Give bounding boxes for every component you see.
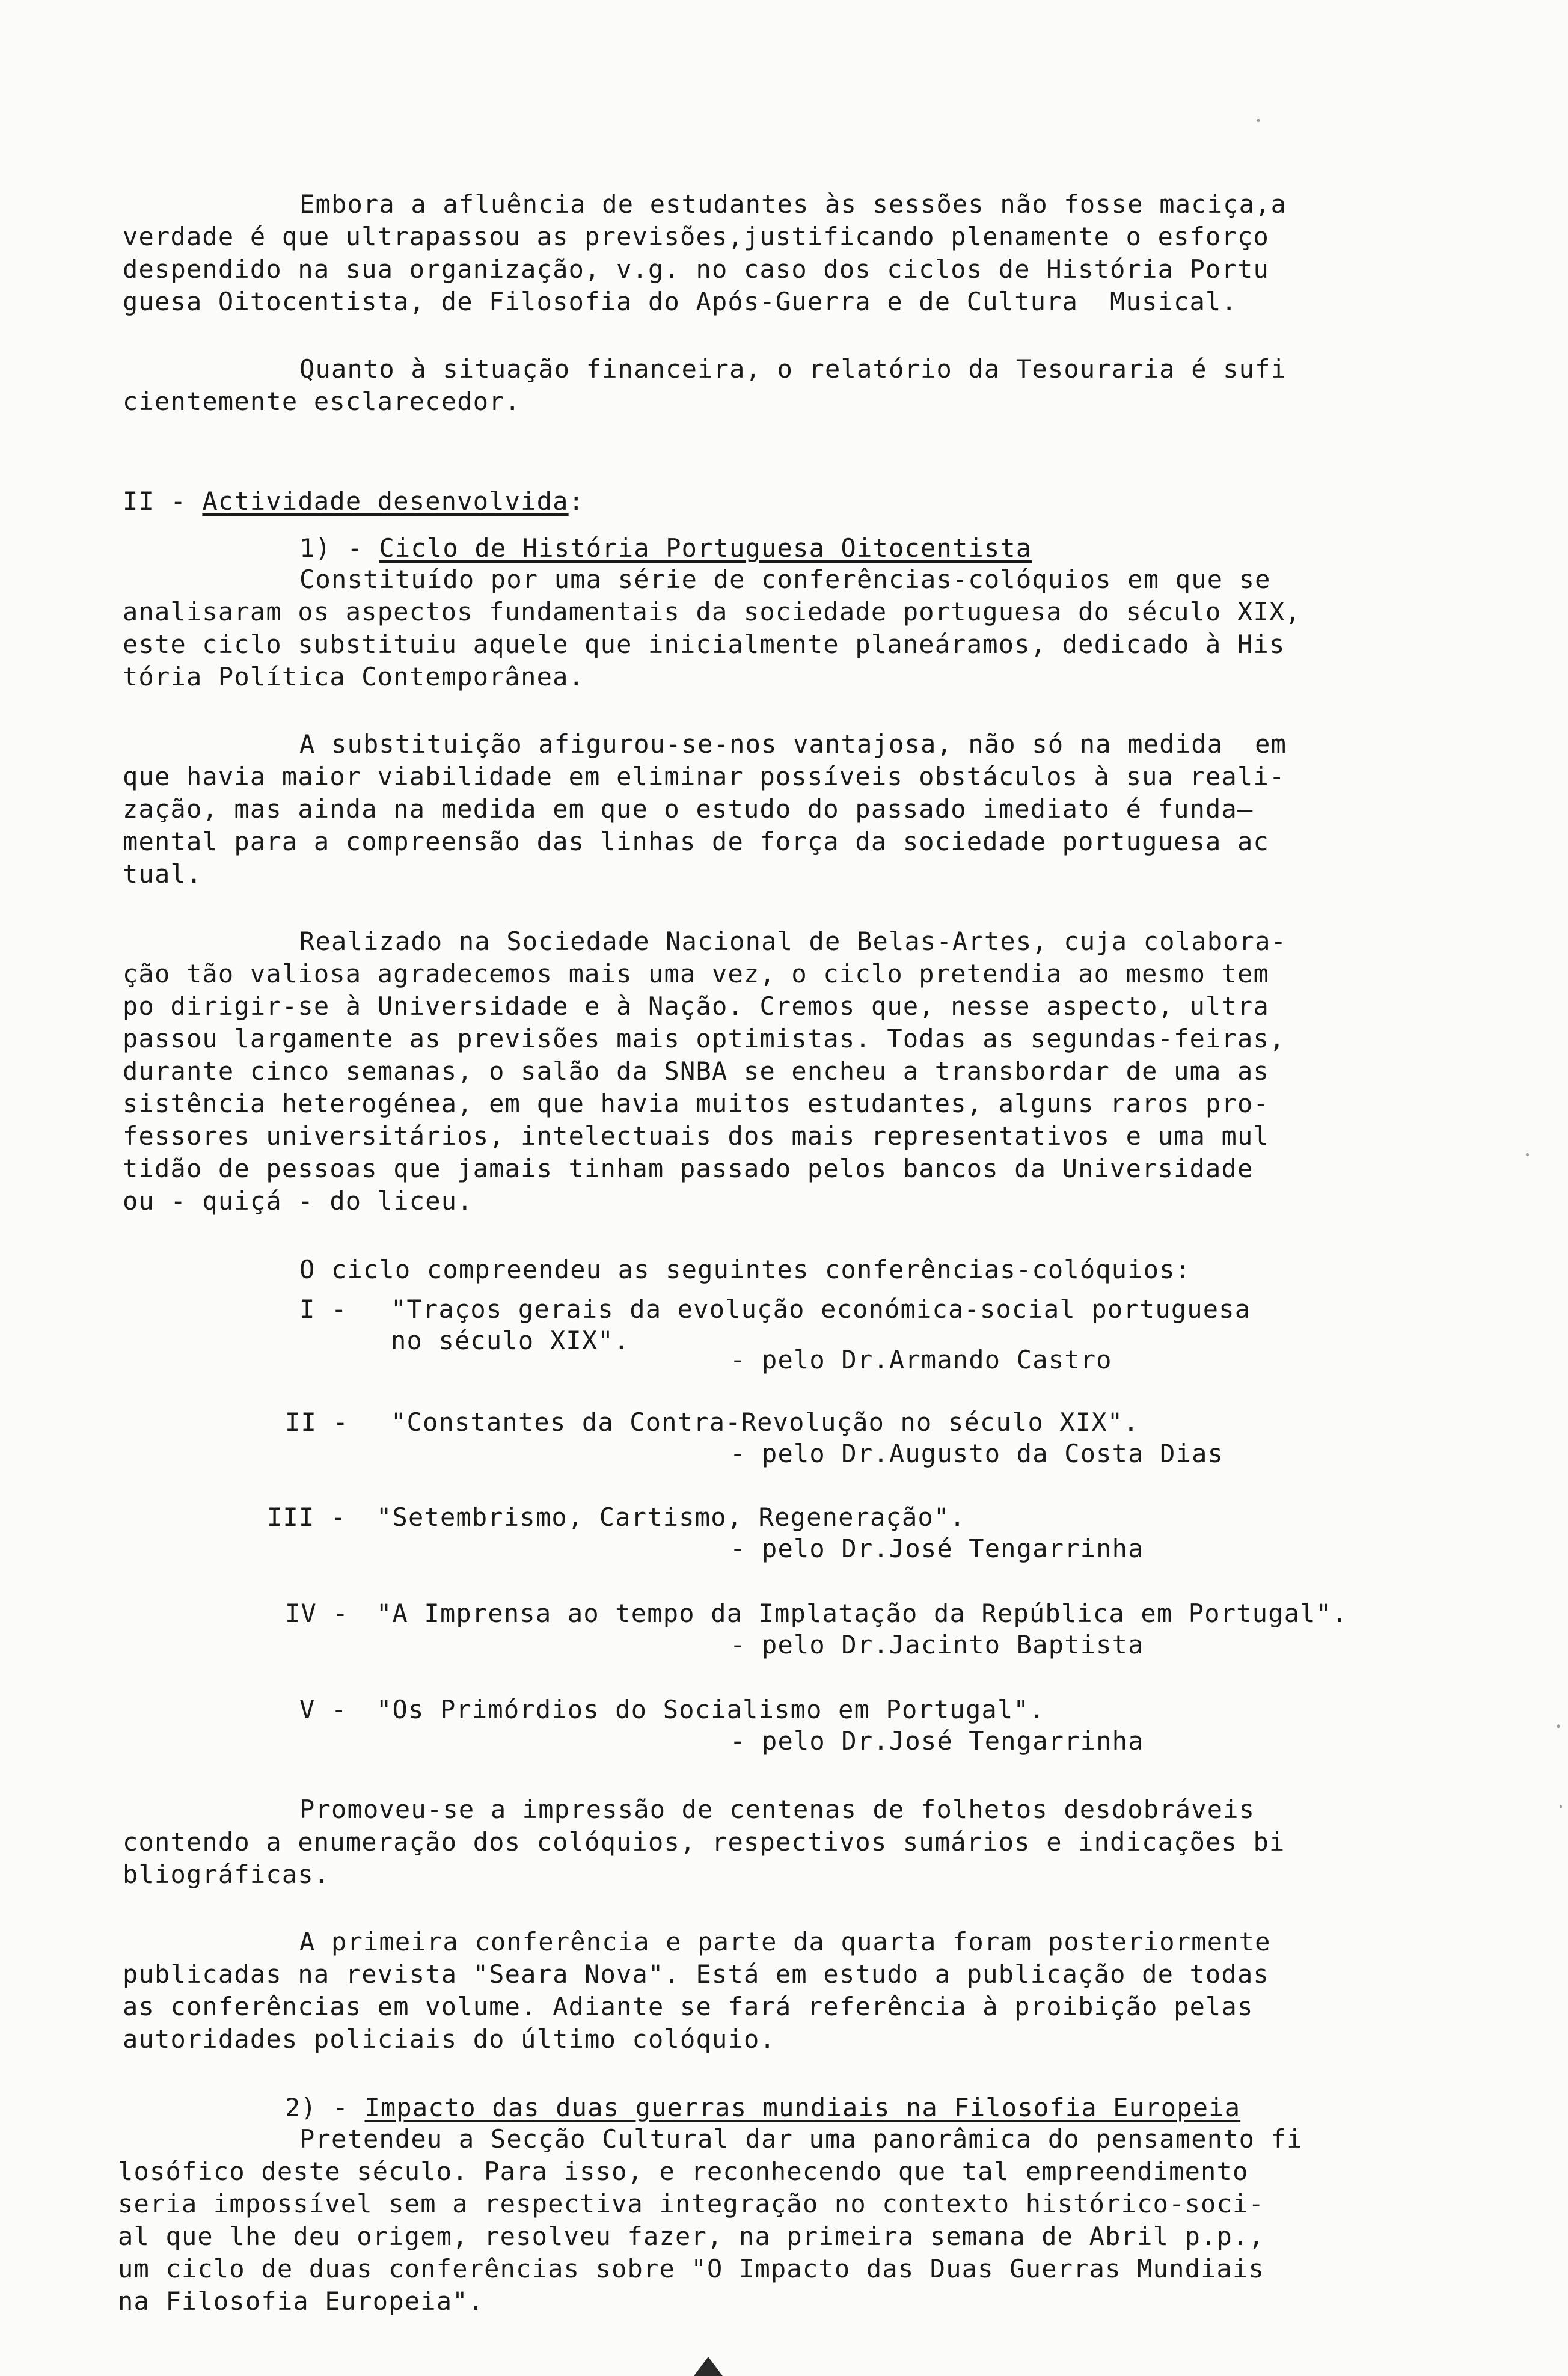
sub1-p2-line-4: mental para a compreensão das linhas de força da sociedade portuguesa ac (123, 827, 1270, 856)
sub1-p5-line-3: bliográficas. (123, 1860, 330, 1889)
intro-p1-line-3: despendido na sua organização, v.g. no caso dos ciclos de História Portu (123, 254, 1270, 284)
sub1-p3-line-6: sistência heterogénea, em que havia muitos estudantes, alguns raros pro- (123, 1089, 1270, 1118)
conference-4-speaker: - pelo Dr.Jacinto Baptista (730, 1630, 1144, 1659)
conference-4-title: "A Imprensa ao tempo da Implatação da República em Portugal". (376, 1599, 1348, 1628)
intro-p1-line-4: guesa Oitocentista, de Filosofia do Após-Guerra e de Cultura Musical. (123, 287, 1238, 316)
sub1-p6-line-2: publicadas na revista "Seara Nova". Está em estudo a publicação de todas (123, 1959, 1270, 1989)
conference-1-speaker: - pelo Dr.Armando Castro (730, 1345, 1112, 1374)
sub1-p2-line-1: A substituição afigurou-se-nos vantajosa, não só na medida em (299, 729, 1287, 759)
sub1-p2-line-2: que havia maior viabilidade em eliminar possíveis obstáculos à sua reali- (123, 762, 1285, 791)
sub2-p1-line-1: Pretendeu a Secção Cultural dar uma panorâmica do pensamento fi (299, 2124, 1303, 2154)
conference-5-speaker: - pelo Dr.José Tengarrinha (730, 1726, 1144, 1756)
scan-speck (1560, 1805, 1562, 1808)
sub1-p3-line-5: durante cinco semanas, o salão da SNBA se encheu a transbordar de uma as (123, 1056, 1270, 1086)
scan-speck (1557, 1724, 1560, 1728)
sub1-p6-line-1: A primeira conferência e parte da quarta foram posteriormente (299, 1927, 1271, 1956)
sub1-p2-line-3: zação, mas ainda na medida em que o estudo do passado imediato é funda— (123, 794, 1254, 824)
conference-5-number: V - (299, 1695, 363, 1724)
conference-2-speaker: - pelo Dr.Augusto da Costa Dias (730, 1439, 1224, 1468)
sub1-p5-line-1: Promoveu-se a impressão de centenas de folhetos desdobráveis (299, 1795, 1255, 1824)
conference-2-title: "Constantes da Contra-Revolução no século XIX". (391, 1407, 1139, 1437)
sub2-p1-line-6: na Filosofia Europeia". (118, 2286, 485, 2316)
section-heading-colon: : (568, 486, 585, 516)
sub1-p3-line-2: ção tão valiosa agradecemos mais uma vez, o ciclo pretendia ao mesmo tem (123, 959, 1270, 988)
section-heading (123, 486, 584, 517)
sub1-p3-line-7: fessores universitários, intelectuais dos mais representativos e uma mul (123, 1121, 1270, 1151)
intro-p1-line-1: Embora a afluência de estudantes às sessões não fosse maciça,a (299, 189, 1287, 219)
sub1-p3-line-8: tidão de pessoas que jamais tinham passado pelos bancos da Universidade (123, 1154, 1254, 1183)
sub1-p3-line-3: po dirigir-se à Universidade e à Nação. Cremos que, nesse aspecto, ultra (123, 991, 1270, 1021)
conference-3-speaker: - pelo Dr.José Tengarrinha (730, 1534, 1144, 1563)
sub2-p1-line-4: al que lhe deu origem, resolveu fazer, na primeira semana de Abril p.p., (118, 2221, 1265, 2251)
sub1-p3-line-4: passou largamente as previsões mais optimistas. Todas as segundas-feiras, (123, 1024, 1285, 1053)
subsection-2-heading (285, 2092, 1240, 2123)
section-heading-title: Actividade desenvolvida (202, 486, 569, 516)
conference-1-number: I - (299, 1294, 363, 1324)
section-heading-number: II - (123, 486, 203, 516)
sub2-p1-line-2: losófico deste século. Para isso, e reconhecendo que tal empreendimento (118, 2157, 1249, 2186)
sub1-p4-line: O ciclo compreendeu as seguintes conferências-colóquios: (299, 1255, 1192, 1284)
intro-p2-line-1: Quanto à situação financeira, o relatório da Tesouraria é sufi (299, 354, 1287, 384)
sub2-p1-line-3: seria impossível sem a respectiva integração no contexto histórico-soci- (118, 2189, 1265, 2218)
subsection-1-heading (299, 533, 1032, 564)
sub1-p2-line-5: tual. (123, 859, 203, 889)
sub1-p5-line-2: contendo a enumeração dos colóquios, respectivos sumários e indicações bi (123, 1827, 1285, 1857)
sub1-p6-line-3: as conferências em volume. Adiante se fará referência à proibição pelas (123, 1992, 1254, 2021)
sub1-p6-line-4: autoridades policiais do último colóquio. (123, 2024, 776, 2054)
conference-1-title-cont: no século XIX". (391, 1326, 630, 1355)
ink-blot-mark (690, 2356, 726, 2376)
conference-3-title: "Setembrismo, Cartismo, Regeneração". (376, 1502, 966, 1532)
conference-5-title: "Os Primórdios do Socialismo em Portugal". (376, 1695, 1046, 1724)
sub1-p1-line-3: este ciclo substituiu aquele que inicialmente planeáramos, dedicado à His (123, 629, 1285, 659)
intro-p1-line-2: verdade é que ultrapassou as previsões,justificando plenamente o esforço (123, 222, 1270, 251)
scan-speck (1526, 1153, 1529, 1156)
conference-3-number: III - (267, 1502, 363, 1532)
sub1-p3-line-9: ou - quiçá - do liceu. (123, 1186, 473, 1216)
sub2-p1-line-5: um ciclo de duas conferências sobre "O Impacto das Duas Guerras Mundiais (118, 2254, 1265, 2283)
subsection-1-title: Ciclo de História Portuguesa Oitocentista (379, 533, 1032, 563)
intro-p2-line-2: cientemente esclarecedor. (123, 387, 521, 416)
subsection-2-title: Impacto das duas guerras mundiais na Filosofia Europeia (364, 2093, 1241, 2122)
sub1-p1-line-4: tória Política Contemporânea. (123, 662, 585, 691)
conference-1-title: "Traços gerais da evolução económica-social portuguesa (391, 1294, 1251, 1324)
sub1-p3-line-1: Realizado na Sociedade Nacional de Belas-Artes, cuja colabora- (299, 926, 1287, 956)
sub1-p1-line-1: Constituído por uma série de conferências-colóquios em que se (299, 565, 1271, 594)
scan-speck (1257, 119, 1260, 122)
conference-4-number: IV - (285, 1599, 365, 1628)
subsection-1-number: 1) - (299, 533, 379, 563)
conference-2-number: II - (285, 1407, 365, 1437)
subsection-2-number: 2) - (285, 2093, 365, 2122)
sub1-p1-line-2: analisaram os aspectos fundamentais da sociedade portuguesa do século XIX, (123, 597, 1301, 626)
